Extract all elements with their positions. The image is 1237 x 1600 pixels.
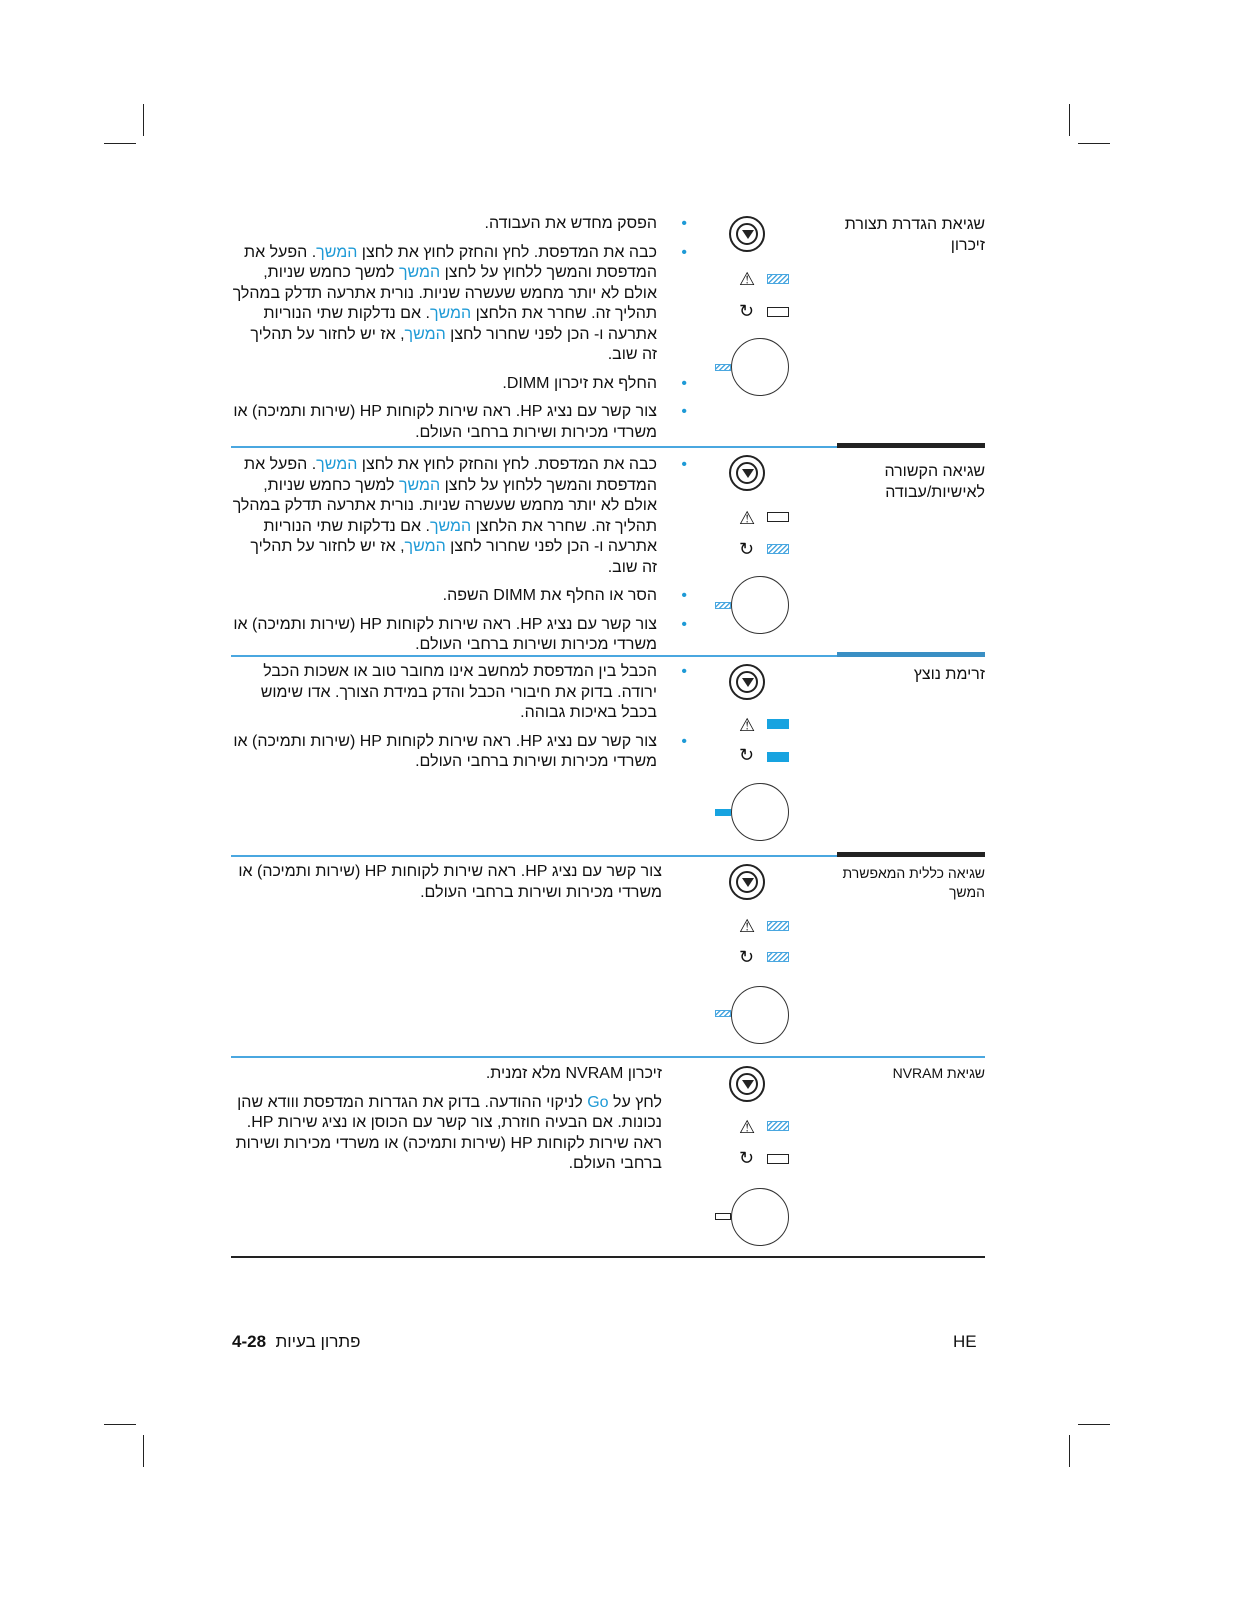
solution-list: [231, 1064, 662, 1183]
button-reference: המשך: [429, 305, 472, 322]
list-item: • הפסק מחדש את העבודה.: [484, 215, 687, 232]
crop-mark: [1078, 1424, 1110, 1425]
button-reference: המשך: [404, 325, 446, 343]
go-led: [715, 1213, 731, 1220]
dial-icon: [731, 986, 789, 1044]
attention-icon: ⚠: [739, 1117, 756, 1137]
row-divider: [231, 1056, 985, 1058]
list-item: זיכרון NVRAM מלא זמנית.: [485, 1065, 662, 1082]
list-item: • צור קשר עם נציג HP. ראה שירות לקוחות HP (שירות ותמיכה) או משרדי מכירות ושירות ברחבי העולם.: [233, 732, 687, 770]
error-label: שגיאה כללית המאפשרת המשך: [842, 865, 985, 900]
crop-mark: [143, 1435, 144, 1467]
go-button-icon: [729, 216, 765, 252]
go-button-icon: [729, 664, 765, 700]
row-tab: [837, 443, 985, 448]
solution-list: [231, 214, 687, 451]
attention-led: [767, 1121, 789, 1131]
table-row: [231, 1064, 985, 1254]
list-item: • החלף את זיכרון DIMM.: [502, 374, 687, 392]
solution-list: [231, 862, 662, 911]
dial-icon: [731, 783, 789, 841]
ready-icon: ↻: [739, 1148, 755, 1168]
list-item: • כבה את המדפסת. לחץ והחזק לחוץ את לחצן המשך. הפעל את המדפסת והמשך ללחוץ על לחצן המשך למשך כחמש שניות, אולם לא יותר מחמש שעשרה שניות. נורית אתרעה תדלק במהלך תהליך זה. שחרר את הלחצן המשך. אם נדלקות שתי הנוריות אתרעה ו- הכן לפני שחרור לחצן המשך, אז יש לחזור על תהליך זה שוב.: [232, 243, 687, 363]
error-label: שגיאת הגדרת תצורת זיכרון: [844, 216, 985, 254]
attention-led: [767, 512, 789, 522]
control-panel-diagram: [711, 862, 831, 1062]
button-reference: המשך: [398, 264, 441, 281]
attention-icon: ⚠: [739, 715, 756, 735]
page-footer-left: [232, 1332, 361, 1352]
dial-icon: [731, 1188, 789, 1246]
row-tab: [837, 852, 985, 857]
list-item: • הסר או החלף את DIMM השפה.: [442, 587, 687, 604]
go-button-icon: [729, 864, 765, 900]
solution-list: [231, 662, 687, 781]
control-panel-diagram: [711, 214, 831, 414]
attention-icon: ⚠: [739, 269, 756, 289]
ready-icon: ↻: [739, 539, 755, 559]
button-reference: המשך: [429, 517, 472, 535]
crop-mark: [1078, 143, 1110, 144]
attention-icon: ⚠: [739, 508, 756, 528]
ready-icon: ↻: [739, 745, 755, 765]
page-number: 4-28: [232, 1332, 267, 1351]
crop-mark: [104, 1424, 136, 1425]
ready-led: [767, 307, 789, 317]
control-panel-diagram: [711, 662, 831, 862]
ready-led: [767, 752, 789, 762]
go-button-icon: [729, 455, 765, 491]
go-button-icon: [729, 1066, 765, 1102]
button-reference: המשך: [316, 456, 358, 473]
go-led: [715, 364, 731, 371]
crop-mark: [143, 104, 144, 136]
table-row: [231, 455, 985, 655]
list-item: • כבה את המדפסת. לחץ והחזק לחוץ את לחצן המשך. הפעל את המדפסת והמשך ללחוץ על לחצן המשך למשך כחמש שניות, אולם לא יותר מחמש שעשרה שניות. נורית אתרעה תדלק במהלך תהליך זה. שחרר את הלחצן המשך. אם נדלקות שתי הנוריות אתרעה ו- הכן לפני שחרור לחצן המשך, אז יש לחזור על תהליך זה שוב.: [232, 456, 687, 576]
solution-list: [231, 455, 687, 664]
footer-language-code: HE: [953, 1332, 977, 1351]
go-led: [715, 602, 731, 609]
error-label: שגיאה הקשורה לאישיות/עבודה: [884, 463, 985, 501]
list-item: • הכבל בין המדפסת למחשב אינו מחובר טוב או אשכות הכבל ירודה. בדוק את חיבורי הכבל והדק במידת הצורך. אדו שימוש בכבל באיכות גבוהה.: [260, 663, 687, 721]
ready-icon: ↻: [739, 301, 755, 321]
attention-led: [767, 921, 789, 931]
error-label: זרימת נוצץ: [913, 666, 985, 683]
list-item: צור קשר עם נציג HP. ראה שירות לקוחות HP (שירות ותמיכה) או משרדי מכירות ושירות ברחבי העולם.: [238, 863, 662, 901]
attention-led: [767, 274, 789, 284]
button-reference: המשך: [398, 476, 441, 494]
attention-icon: ⚠: [739, 916, 756, 936]
table-row: [231, 662, 985, 852]
ready-led: [767, 952, 789, 962]
control-panel-diagram: [711, 455, 831, 655]
table-row: [231, 862, 985, 1052]
attention-led: [767, 719, 789, 729]
ready-led: [767, 1154, 789, 1164]
crop-mark: [104, 143, 136, 144]
footer-section-title: פתרון בעיות: [275, 1332, 361, 1351]
list-item: • צור קשר עם נציג HP. ראה שירות לקוחות HP (שירות ותמיכה) או משרדי מכירות ושירות ברחבי העולם.: [233, 403, 687, 441]
dial-icon: [731, 576, 789, 634]
crop-mark: [1069, 104, 1070, 136]
table-row: [231, 214, 985, 446]
row-tab: [837, 652, 985, 657]
control-panel-diagram: [711, 1064, 831, 1264]
list-item: לחץ על Go לניקוי ההודעה. בדוק את הגדרות המדפסת ווודא שהן נכונות. אם הבעיה חוזרת, צור קשר עם הכוסן או נציג שירות HP. ראה שירות לקוחות HP (שירות ותמיכה) או משרדי מכירות ושירות ברחבי העולם.: [235, 1093, 662, 1172]
ready-led: [767, 544, 789, 554]
button-reference: המשך: [404, 538, 446, 555]
dial-icon: [731, 338, 789, 396]
button-reference: Go: [587, 1093, 609, 1111]
list-item: • צור קשר עם נציג HP. ראה שירות לקוחות HP (שירות ותמיכה) או משרדי מכירות ושירות ברחבי העולם.: [233, 615, 687, 653]
table-bottom-rule: [231, 1256, 985, 1258]
crop-mark: [1069, 1435, 1070, 1467]
error-label: שגיאת NVRAM: [892, 1065, 985, 1081]
button-reference: המשך: [316, 243, 358, 261]
ready-icon: ↻: [739, 947, 755, 967]
go-led: [715, 809, 731, 816]
go-led: [715, 1010, 731, 1017]
